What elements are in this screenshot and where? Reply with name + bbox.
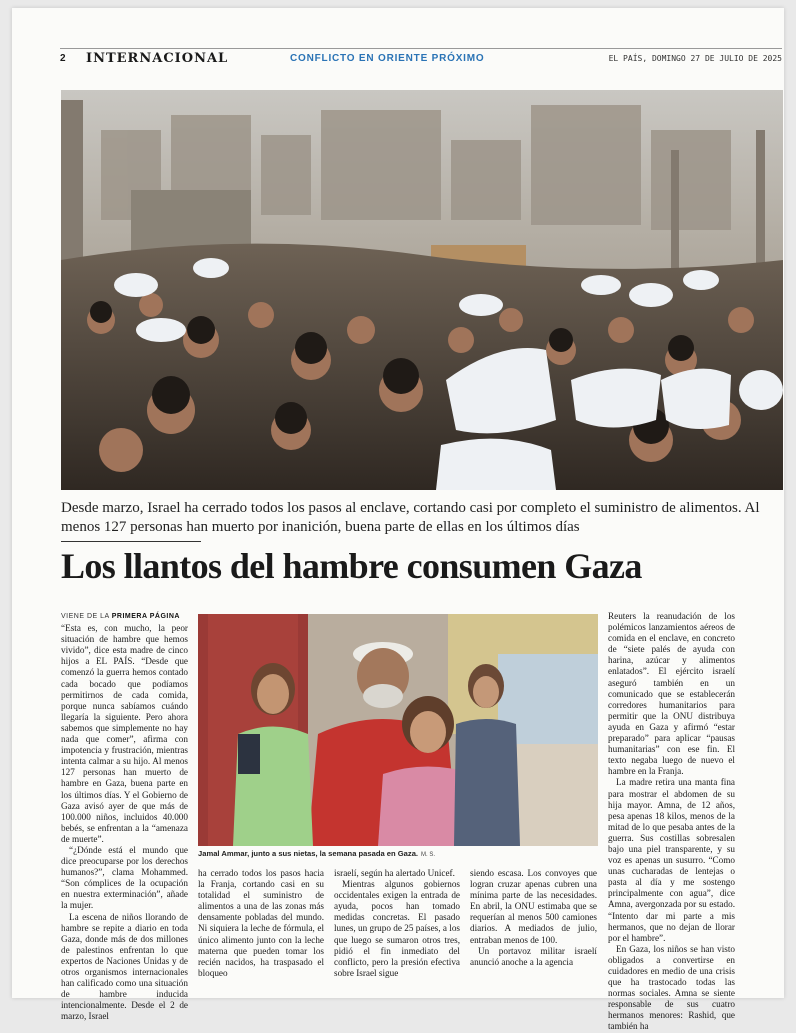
family-photo (198, 614, 598, 846)
continuation-source: PRIMERA PÁGINA (111, 613, 180, 620)
main-photo (61, 90, 783, 490)
paragraph: La escena de niños llorando de hambre se repite a diario en toda Gaza, donde más de dos millones de palestinos enfrentan lo que expertos de Naciones Unidas y de otros organismos internacionales han calificado como una situación de hambre inducida intencionalmente. Desde el 2 de marzo, Israel (61, 911, 188, 1022)
paragraph: Reuters la reanudación de los polémicos lanzamientos aéreos de comida en el enclave, en concreto de “siete palés de ayuda con harina, azúcar y alimentos enlatados”. El ejército israelí aseguró también en un comunicado que se establecerán corredores humanitarios para permitir que la ONU distribuya ayuda en Gaza y afirmó “estar preparado” para aplicar “pausas humanitarias” con ese fin. El texto negaba luego de nuevo el hambre en la Franja. (608, 611, 735, 777)
photo-caption (198, 849, 598, 858)
article-column-2 (198, 868, 324, 979)
continuation-label (61, 611, 188, 622)
headline-rule (61, 541, 201, 542)
dateline: EL PAÍS, DOMINGO 27 DE JULIO DE 2025 (608, 54, 782, 63)
article-headline: Los llantos del hambre consumen Gaza (61, 546, 642, 586)
paragraph: ha cerrado todos los pasos hacia la Franja, cortando casi en su totalidad el suministro de alimentos a una de las zonas más densamente pobladas del mundo. Ni siquiera la leche de fórmula, el único alimento junto con la leche materna que pueden tomar los recién nacidos, ha traspasado el bloqueo (198, 868, 324, 978)
paragraph: israelí, según ha alertado Unicef. (334, 868, 455, 878)
photo-credit: M. S. (421, 852, 436, 858)
paragraph: siendo escasa. Los convoyes que logran cruzar apenas cubren una mínima parte de las necesidades. En abril, la ONU estimaba que se requerían al menos 500 camiones diarios. A mediados de julio, entraban menos de 100. (470, 868, 597, 945)
article-column-1 (61, 611, 188, 1022)
paragraph: La madre retira una manta fina para mostrar el abdomen de su hija mayor. Amna, de 12 años, pesa apenas 18 kilos, menos de la mitad de lo que pesaba antes de la guerra. Sus costillas sobresalen bajo una piel transparente, y su voz es apenas un susurro. “Como unas cucharadas de lentejas o pasta al día y me sostengo principalmente con agua”, dice Amna, avergonzada por su estado. “Intento dar mi parte a mis hermanos, que no dejan de llorar por el hambre”. (608, 777, 735, 943)
caption-text: Jamal Ammar, junto a sus nietas, la semana pasada en Gaza. (198, 849, 419, 858)
paragraph: Mientras algunos gobiernos occidentales exigen la entrada de ayuda, pocos han tomado medidas concretas. El pasado lunes, un grupo de 25 países, a los que luego se sumaron otros tres, pidió el fin inmediato del conflicto, pero la presión efectiva sobre Israel sigue (334, 879, 460, 978)
page-header (60, 48, 782, 67)
page-number: 2 (60, 53, 66, 64)
paragraph: Un portavoz militar israelí anunció anoche a la agencia (470, 945, 597, 967)
section-title: INTERNACIONAL (86, 51, 229, 66)
paragraph: “Esta es, con mucho, la peor situación de hambre que hemos vivido”, dice esta madre de cinco hijos a EL PAÍS. “Desde que comenzó la guerra hemos contado cada bocado que podíamos permitirnos de cada comida, porque nunca sabíamos cuándo llegaría la siguiente. Pero ahora sabemos que simplemente no hay nada que comer”, afirma con impotencia y frustración, mientras intenta calmar a su hijo. Al menos 127 personas han muerto de hambre en Gaza, buena parte en los últimos días. Y el Gobierno de Gaza avisó ayer de que más de 100.000 niños, incluidos 40.000 bebés, se enfrentan a la “amenaza de muerte”. (61, 623, 188, 844)
article-column-4 (470, 868, 597, 968)
topic-label: CONFLICTO EN ORIENTE PRÓXIMO (290, 53, 485, 64)
continuation-prefix: VIENE DE LA (61, 613, 112, 620)
paragraph: “¿Dónde está el mundo que dice preocuparse por los derechos humanos?”, clama Mohammed. “Son cómplices de la ocupación en nuestra exterminación”, añade la mujer. (61, 844, 188, 911)
newspaper-page (12, 8, 784, 1032)
article-column-5 (608, 611, 735, 1033)
article-column-3 (334, 868, 460, 979)
article-subhead: Desde marzo, Israel ha cerrado todos los pasos al enclave, cortando casi por completo el suministro de alimentos. Al menos 127 personas han muerto por inanición, buena parte de ellas en los últimos días (61, 500, 760, 535)
paragraph: En Gaza, los niños se han visto obligados a convertirse en cuidadores en medio de una crisis que ha trastocado todas las normas sociales. Amna se siente responsable de sus cuatro hermanos menores: Rashid, que también ha (608, 943, 735, 1032)
